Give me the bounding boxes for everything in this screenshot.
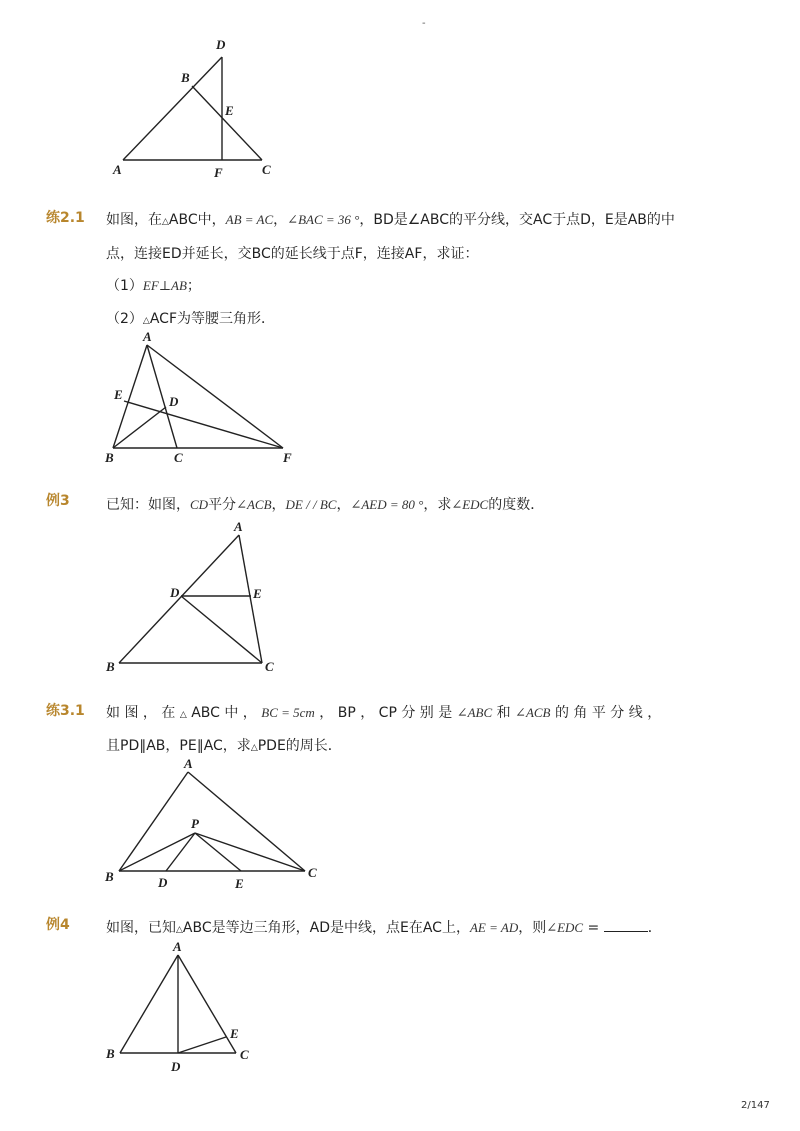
header-mark: - (422, 18, 426, 29)
fig1-point-D: D (216, 37, 226, 52)
problem-2-1-line-2: 点，连接ED并延长，交BC的延长线于点F，连接AF，求证： (106, 246, 479, 262)
fig5-point-A: A (173, 939, 182, 954)
fig4-point-D: D (158, 875, 168, 890)
fig4-point-P: P (191, 816, 199, 831)
problem-2-1-line-4: （2）△ACF为等腰三角形． (106, 311, 276, 327)
problem-label-2-1: 练2.1 (46, 210, 85, 226)
fig3-point-A: A (234, 519, 243, 534)
problem-3-1-line-1: 如 图 ， 在 △ ABC 中 ， BC = 5cm ， BP ， CP 分 别 是 ∠ABC 和 ∠ACB 的 角 平 分 线 ， (106, 705, 662, 721)
fig4-point-E: E (235, 876, 244, 891)
problem-label-3-1: 练3.1 (46, 703, 85, 719)
fig2-point-E: E (114, 387, 123, 402)
problem-2-1-line-1: 如图，在△ABC中，AB = AC，∠BAC = 36 °，BD是∠ABC的平分线，交AC于点D，E是AB的中 (106, 212, 675, 228)
fig5-point-C: C (240, 1047, 249, 1062)
fig2-point-B: B (105, 450, 114, 465)
fig4-point-A: A (184, 756, 193, 771)
page-number: 2/147 (741, 1100, 770, 1111)
fig3-point-C: C (265, 659, 274, 674)
problem-3-line-1: 已知：如图，CD平分∠ACB，DE / / BC，∠AED = 80 °，求∠EDC的度数． (106, 497, 545, 513)
problem-label-4: 例4 (46, 917, 70, 933)
fig5-point-B: B (106, 1046, 115, 1061)
fig5-point-D: D (171, 1059, 181, 1074)
fig1-point-B: B (181, 70, 190, 85)
triangle-symbol: △ (162, 217, 169, 227)
fig1-point-F: F (214, 165, 223, 180)
fig2-point-A: A (143, 329, 152, 344)
fig3-point-E: E (253, 586, 262, 601)
fig2-point-F: F (283, 450, 292, 465)
fig4-point-B: B (105, 869, 114, 884)
fig4-point-C: C (308, 865, 317, 880)
fig1-point-E: E (225, 103, 234, 118)
fig3-point-D: D (170, 585, 180, 600)
fig2-point-C: C (174, 450, 183, 465)
problem-3-1-line-2: 且PD∥AB，PE∥AC，求△PDE的周长． (106, 738, 342, 754)
problem-label-3: 例3 (46, 493, 70, 509)
fig1-point-A: A (113, 162, 122, 177)
fig1-point-C: C (262, 162, 271, 177)
fig3-point-B: B (106, 659, 115, 674)
fig2-point-D: D (169, 394, 179, 409)
problem-2-1-line-3: （1）EF⊥AB； (106, 278, 201, 294)
fig5-point-E: E (230, 1026, 239, 1041)
problem-4-line-1: 如图，已知△ABC是等边三角形，AD是中线，点E在AC上，AE = AD，则∠EDC = ． (106, 920, 662, 936)
